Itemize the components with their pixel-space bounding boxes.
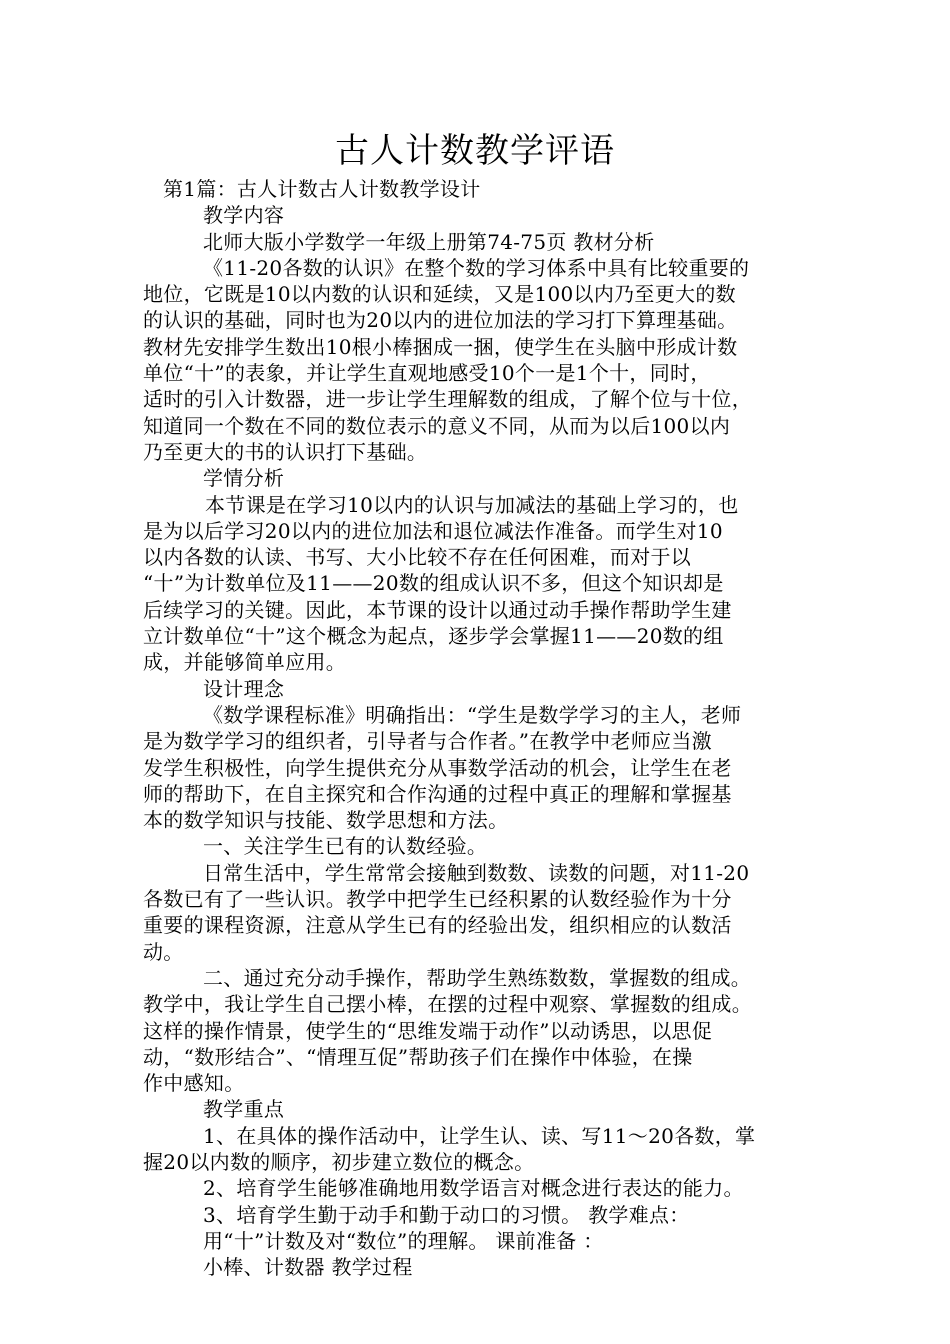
text-line: 是为以后学习20以内的进位加法和退位减法作准备。而学生对10 [143, 518, 723, 543]
text-line: 学情分析 [203, 466, 285, 491]
text-line: 后续学习的关键。因此，本节课的设计以通过动手操作帮助学生建 [143, 597, 732, 622]
text-line: 3、培育学生勤于动手和勤于动口的习惯。 教学难点： [203, 1202, 690, 1227]
text-line: 是为数学学习的组织者，引导者与合作者。”在教学中老师应当激 [143, 729, 712, 754]
text-line: 成，并能够简单应用。 [143, 650, 346, 675]
text-line: 立计数单位“十”这个概念为起点，逐步学会掌握11——20数的组 [143, 624, 724, 649]
text-line: 本的数学知识与技能、数学思想和方法。 [143, 808, 509, 833]
text-line: 各数已有了一些认识。教学中把学生已经积累的认数经验作为十分 [143, 887, 732, 912]
text-line: 教学内容 [203, 203, 285, 228]
document-body [143, 176, 807, 1280]
text-line: “十”为计数单位及11——20数的组成认识不多，但这个知识却是 [143, 571, 724, 596]
text-line: 用“十”计数及对“数位”的理解。 课前准备 ： [203, 1228, 604, 1253]
text-line: 设计理念 [203, 676, 285, 701]
text-line: 1、在具体的操作活动中，让学生认、读、写11～20各数，掌 [203, 1123, 756, 1148]
text-line: 发学生积极性，向学生提供充分从事数学活动的机会，让学生在老 [143, 755, 732, 780]
text-line: 这样的操作情景，使学生的“思维发端于动作”以动诱思，以思促 [143, 1018, 713, 1043]
text-line: 本节课是在学习10以内的认识与加减法的基础上学习的，也 [205, 492, 739, 517]
text-line: 以内各数的认读、书写、大小比较不存在任何困难，而对于以 [143, 545, 692, 570]
text-line: 北师大版小学数学一年级上册第74-75页 教材分析 [203, 229, 655, 254]
text-line: 教材先安排学生数出10根小棒捆成一捆，使学生在头脑中形成计数 [143, 334, 738, 359]
text-line: 握20以内数的顺序，初步建立数位的概念。 [143, 1149, 535, 1174]
text-line: 地位，它既是10以内数的认识和延续，又是100以内乃至更大的数 [143, 282, 736, 307]
text-line: 一、关注学生已有的认数经验。 [203, 834, 488, 859]
text-line: 日常生活中，学生常常会接触到数数、读数的问题，对11-20 [203, 860, 750, 885]
text-line: 的认识的基础，同时也为20以内的进位加法的学习打下算理基础。 [143, 308, 738, 333]
text-line: 师的帮助下，在自主探究和合作沟通的过程中真正的理解和掌握基 [143, 781, 732, 806]
text-line: 教学中，我让学生自己摆小棒，在摆的过程中观察、掌握数的组成。 [143, 992, 752, 1017]
text-line: 小棒、计数器 教学过程 [203, 1255, 413, 1280]
text-line: 重要的课程资源，注意从学生已有的经验出发，组织相应的认数活 [143, 913, 732, 938]
text-line: 2、培育学生能够准确地用数学语言对概念进行表达的能力。 [203, 1176, 744, 1201]
text-line: 知道同一个数在不同的数位表示的意义不同，从而为以后100以内 [143, 413, 731, 438]
text-line: 动，“数形结合”、“情理互促”帮助孩子们在操作中体验，在操 [143, 1044, 693, 1069]
text-line: 第1篇：古人计数古人计数教学设计 [163, 177, 481, 201]
text-line: 乃至更大的书的认识打下基础。 [143, 439, 428, 464]
text-line: 《数学课程标准》明确指出：“学生是数学学习的主人，老师 [203, 702, 742, 727]
text-line: 动。 [143, 939, 184, 964]
text-line: 适时的引入计数器，进一步让学生理解数的组成，了解个位与十位， [143, 387, 752, 412]
text-line: 《11-20各数的认识》在整个数的学习体系中具有比较重要的 [203, 255, 750, 280]
text-line: 教学重点 [203, 1097, 285, 1122]
document-title: 古人计数教学评语 [335, 131, 615, 171]
text-line: 二、通过充分动手操作，帮助学生熟练数数，掌握数的组成。 [203, 965, 752, 990]
text-line: 作中感知。 [143, 1071, 245, 1096]
text-line: 单位“十”的表象，并让学生直观地感受10个一是1个十，同时， [143, 361, 711, 386]
